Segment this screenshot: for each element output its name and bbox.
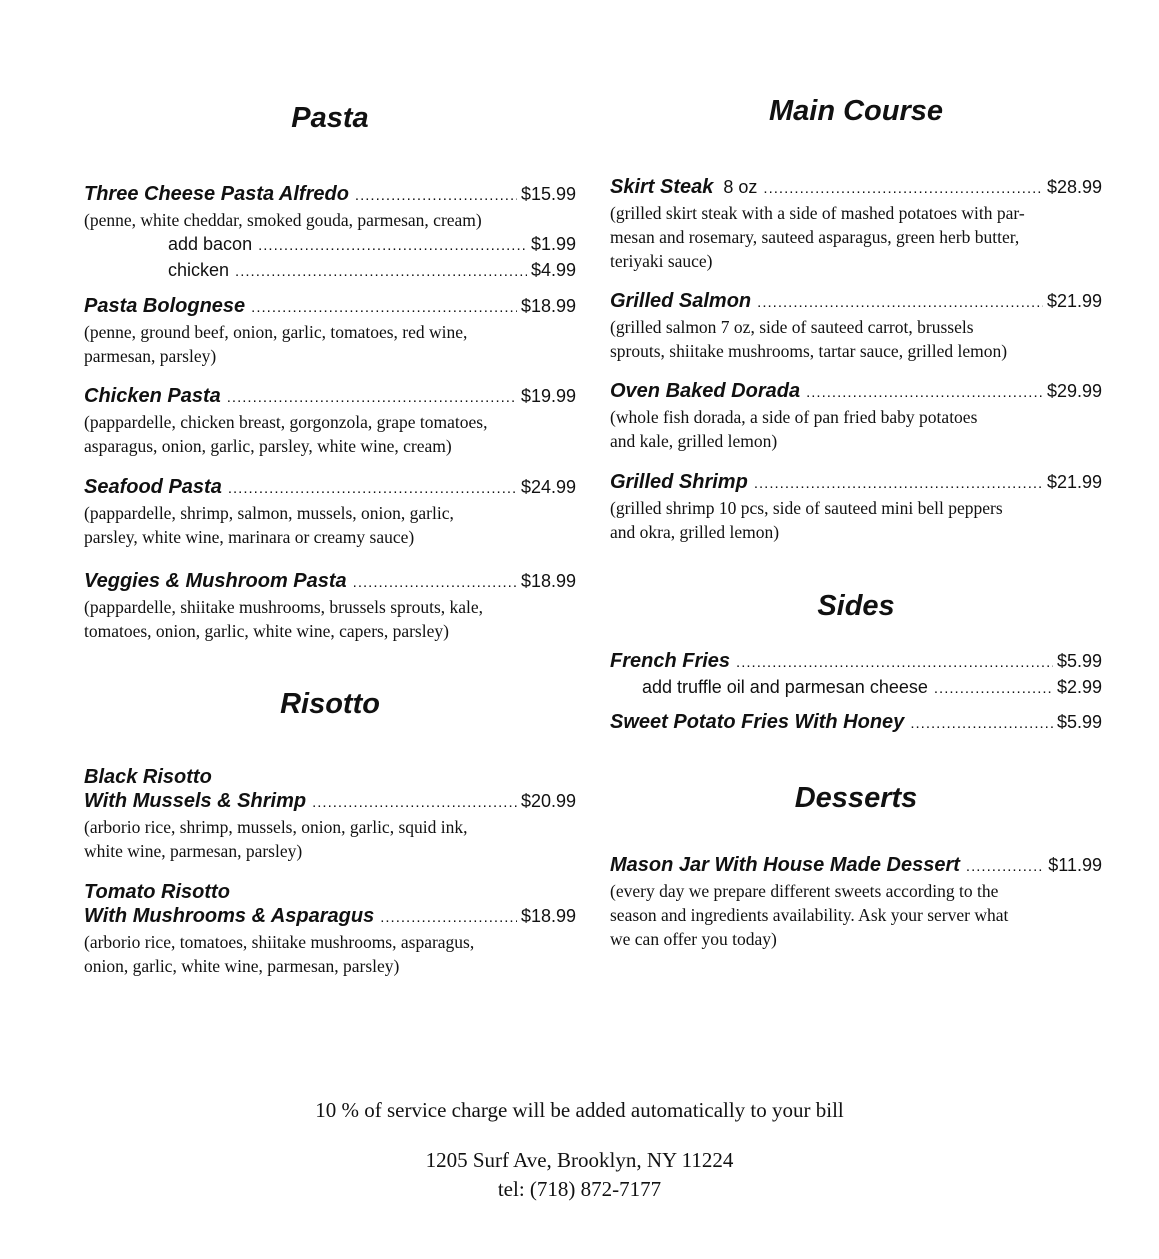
menu-item-price: $18.99 [520,571,576,591]
menu-item-row [84,880,576,904]
menu-item-price: $11.99 [1048,855,1102,875]
menu-item-name: Three Cheese Pasta Alfredo [84,183,349,205]
menu-item-price: $24.99 [520,477,576,497]
leader-dots [966,855,1044,879]
menu-item-description: (penne, ground beef, onion, garlic, tomatoes, red wine, parmesan, parsley) [84,322,468,366]
menu-item [84,182,576,284]
leader-dots [355,184,517,208]
menu-item-row [610,289,1102,315]
menu-item-description: (grilled shrimp 10 pcs, side of sauteed mini bell peppers and okra, grilled lemon) [610,498,1003,542]
menu-item-row [610,470,1102,496]
menu-item-row [84,765,576,789]
menu-item-description: (pappardelle, shrimp, salmon, mussels, onion, garlic, parsley, white wine, marinara or creamy sauce) [84,503,454,547]
menu-item-row [84,904,576,930]
menu-item [84,880,576,978]
leader-dots [806,381,1043,405]
addon-label: add truffle oil and parmesan cheese [642,677,928,697]
menu-item [84,475,576,549]
menu-item-price: $18.99 [520,296,576,316]
section-title-desserts: Desserts [794,782,918,814]
menu-item-price: $5.99 [1056,712,1102,732]
leader-dots [763,177,1043,201]
menu-item-row [84,294,576,320]
menu-item-row [84,384,576,410]
menu-item-price: $19.99 [520,386,576,406]
leader-dots [736,651,1053,675]
leader-dots [754,472,1043,496]
menu-item [610,649,1102,701]
menu-item [610,289,1102,363]
addon-label: add bacon [168,234,253,254]
menu-item-price: $20.99 [520,791,576,811]
leader-dots [251,296,517,320]
menu-item-name-line1: Black Risotto [84,766,212,788]
menu-item-row [610,379,1102,405]
leader-dots [757,291,1043,315]
address: 1205 Surf Ave, Brooklyn, NY 11224 [425,1148,734,1172]
menu-item-price: $5.99 [1056,651,1102,671]
menu-item-row [84,569,576,595]
menu-item-row [610,649,1102,675]
menu-item-row [84,182,576,208]
menu-item-name: Oven Baked Dorada [610,380,801,402]
addon-row [168,258,576,284]
menu-item-row [610,175,1102,201]
menu-item-name: Mason Jar With House Made Dessert [610,854,960,876]
menu-item-price: $18.99 [520,906,576,926]
leader-dots [258,234,527,258]
menu-item-name: French Fries [610,650,731,672]
menu-item-name-line1: Tomato Risotto [84,881,230,903]
menu-item-row [84,789,576,815]
menu-item-price: $21.99 [1046,472,1102,492]
phone: tel: (718) 872-7177 [497,1177,662,1201]
menu-item [610,470,1102,544]
menu-item-name: Grilled Salmon [610,290,752,312]
menu-item-price: $28.99 [1046,177,1102,197]
menu-item-description: (grilled salmon 7 oz, side of sauteed carrot, brussels sprouts, shiitake mushrooms, tartar sauce, grilled lemon) [610,317,1008,361]
menu-item-name: Veggies & Mushroom Pasta [84,570,347,592]
menu-item [610,853,1102,951]
leader-dots [235,260,527,284]
leader-dots [227,386,517,410]
menu-item-name: Chicken Pasta [84,385,221,407]
menu-item-description: (arborio rice, shrimp, mussels, onion, garlic, squid ink, white wine, parmesan, parsley) [84,817,468,861]
menu-item-description: (pappardelle, chicken breast, gorgonzola, grape tomatoes, asparagus, onion, garlic, parsley, white wine, cream) [84,412,488,456]
menu-item-name-line2: With Mussels & Shrimp [84,790,307,812]
menu-item-description: (whole fish dorada, a side of pan fried baby potatoes and kale, grilled lemon) [610,407,978,451]
menu-item [84,294,576,368]
menu-item-description: (penne, white cheddar, smoked gouda, parmesan, cream) [84,210,482,230]
menu-item-row [610,710,1102,736]
menu-item-description: (arborio rice, tomatoes, shiitake mushrooms, asparagus, onion, garlic, white wine, parmesan, parsley) [84,932,475,976]
leader-dots [228,477,517,501]
section-title-sides: Sides [817,590,895,622]
menu-item-name: Grilled Shrimp [610,471,748,493]
menu-item-row [84,475,576,501]
menu-item-row [610,853,1102,879]
menu-item [84,765,576,863]
addon-price: $1.99 [530,234,576,254]
service-charge-note: 10 % of service charge will be added automatically to your bill [315,1098,844,1122]
section-title-risotto: Risotto [280,688,380,720]
menu-item-name: Sweet Potato Fries With Honey [610,711,905,733]
leader-dots [934,677,1053,701]
menu-item-description: (every day we prepare different sweets according to the season and ingredients availability. Ask your server what we can offer you today) [610,881,1009,949]
addon-label: chicken [168,260,230,280]
addon-row [642,675,1102,701]
leader-dots [380,906,517,930]
section-title-main-course: Main Course [768,95,944,127]
section-title-pasta: Pasta [291,102,369,134]
leader-dots [353,571,517,595]
menu-item-name: Pasta Bolognese [84,295,246,317]
leader-dots [312,791,517,815]
menu-item [610,710,1102,736]
menu-item-price: $21.99 [1046,291,1102,311]
menu-item-name: Skirt Steak [610,176,714,198]
addon-price: $4.99 [530,260,576,280]
menu-item [610,175,1102,273]
menu-item-description: (grilled skirt steak with a side of mashed potatoes with par- mesan and rosemary, sauteed asparagus, green herb butter, teriyaki sauce) [610,203,1025,271]
menu-item-description: (pappardelle, shiitake mushrooms, brussels sprouts, kale, tomatoes, onion, garlic, white wine, capers, parsley) [84,597,484,641]
menu-item-price: $15.99 [520,184,576,204]
addon-row [168,232,576,258]
menu-item-qualifier: 8 oz [723,177,758,197]
menu-item-name-line2: With Mushrooms & Asparagus [84,905,375,927]
menu-item [84,569,576,643]
menu-item [610,379,1102,453]
leader-dots [910,712,1053,736]
menu-item-name: Seafood Pasta [84,476,222,498]
menu-item-price: $29.99 [1046,381,1102,401]
addon-price: $2.99 [1056,677,1102,697]
menu-item [84,384,576,458]
